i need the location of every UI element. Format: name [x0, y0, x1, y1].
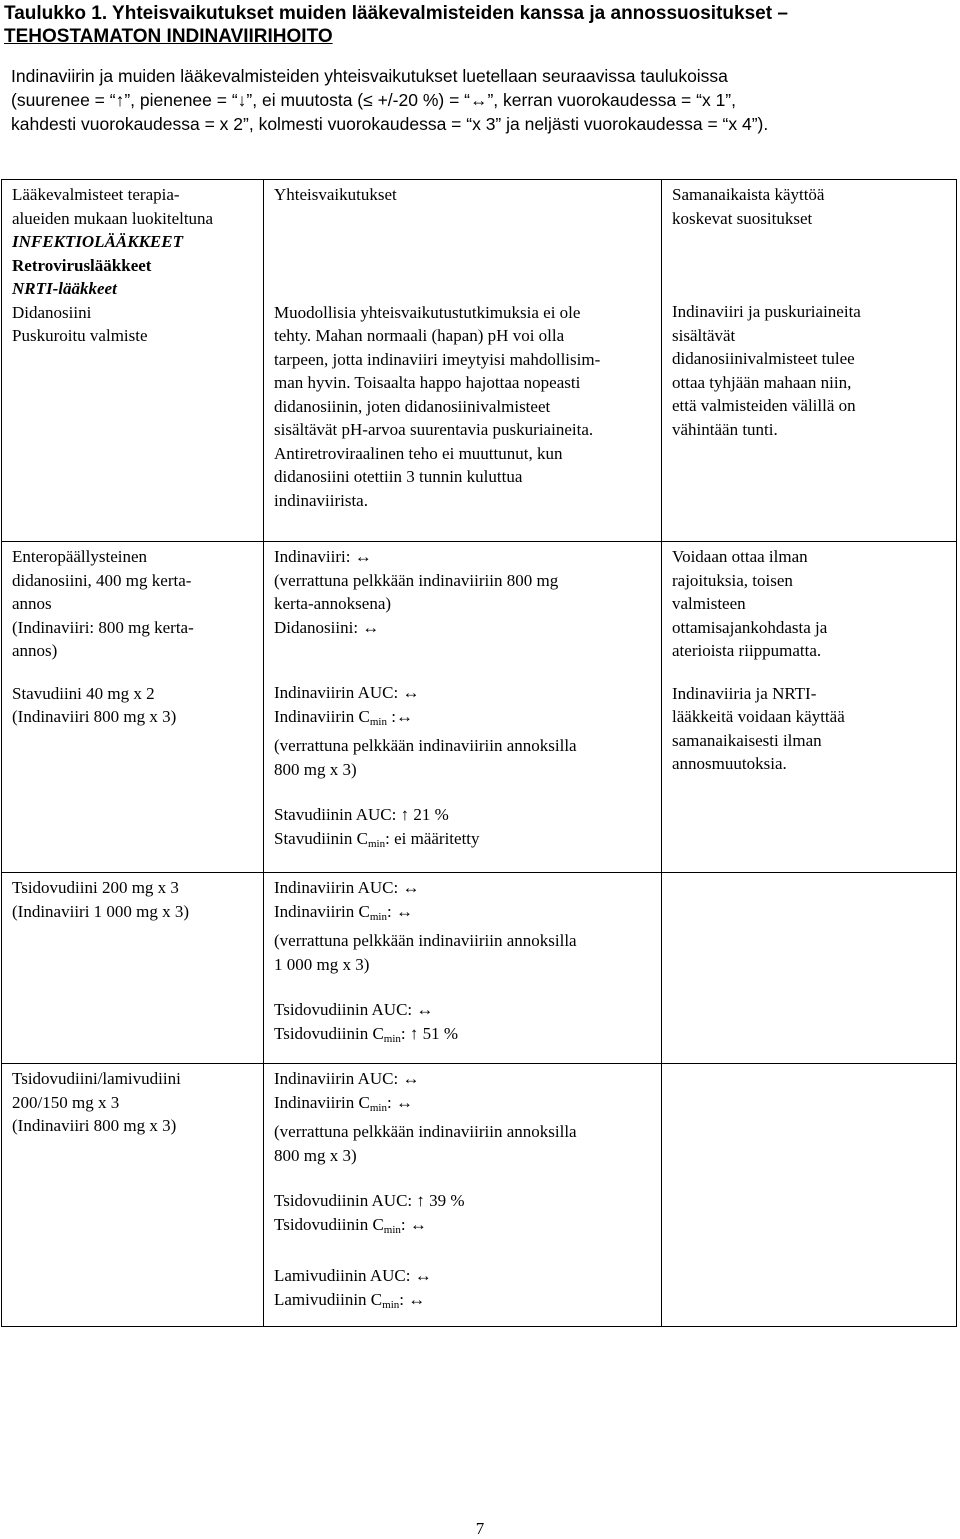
recommendation-line: rajoituksia, toisen [672, 570, 793, 590]
interaction-line: Tsidovudiinin AUC: ↔ [274, 1000, 434, 1019]
interaction-line: Muodollisia yhteisvaikutustutkimuksia ei ole [274, 302, 581, 322]
header-col1-line-1: Lääkevalmisteet terapia- [12, 185, 180, 204]
header-col2: Yhteisvaikutukset [274, 185, 397, 204]
interaction-line: (verrattuna pelkkään indinaviiriin 800 mg [274, 570, 559, 590]
interaction-line: (verrattuna pelkkään indinaviiriin annoksilla [274, 931, 577, 950]
interaction-line: Antiretroviraalinen teho ei muuttunut, kun [274, 443, 563, 463]
intro-line-3: kahdesti vuorokaudessa = x 2”, kolmesti vuorokaudessa = “x 3” ja neljästi vuorokaudessa = “x 4”). [11, 114, 769, 134]
drug-name: Didanosiini [12, 302, 92, 322]
spacer [274, 976, 654, 998]
interaction-line: Indinaviirin AUC: ↔ [274, 878, 420, 897]
interaction-line: kerta-annoksena) [274, 594, 392, 613]
interaction-cell [264, 542, 662, 873]
drug-name: Tsidovudiini 200 mg x 3 [12, 878, 179, 897]
header-col3-line-1: Samanaikaista käyttöä [672, 185, 825, 204]
interaction-line: (verrattuna pelkkään indinaviiriin annoksilla [274, 736, 577, 755]
drug-line: (Indinaviiri: 800 mg kerta- [12, 617, 194, 637]
recommendation-cell [662, 180, 957, 542]
table-title-line-2: TEHOSTAMATON INDINAVIIRIHOITO [4, 26, 333, 47]
drug-dose: (Indinaviiri 800 mg x 3) [12, 707, 177, 726]
recommendation-line: aterioista riippumatta. [672, 641, 822, 660]
drug-cell [2, 873, 264, 1064]
table-row [2, 542, 957, 873]
interaction-line: Tsidovudiinin AUC: ↑ 39 % [274, 1191, 465, 1210]
drug-name: Tsidovudiini/lamivudiini [12, 1069, 181, 1088]
interaction-line: 800 mg x 3) [274, 1145, 357, 1165]
spacer [672, 663, 949, 682]
drug-line: annos) [12, 641, 58, 660]
interaction-line: Didanosiini: ↔ [274, 617, 380, 637]
interaction-line: Tsidovudiinin $C_{min}$: ↔ [274, 1214, 427, 1236]
recommendation-cell [662, 1064, 957, 1327]
intro-paragraph [11, 64, 951, 136]
interaction-line: Lamivudiinin $C_{min}$: ↔ [274, 1289, 426, 1311]
recommendation-line: ottaa tyhjään mahaan niin, [672, 372, 852, 392]
spacer [12, 663, 256, 682]
header-col3-line-2: koskevat suositukset [672, 208, 813, 228]
interaction-cell [264, 180, 662, 542]
table-row [2, 1064, 957, 1327]
interaction-line: Lamivudiinin AUC: ↔ [274, 1266, 432, 1285]
recommendation-line: sisältävät [672, 325, 736, 345]
interaction-line: sisältävät pH-arvoa suurentavia puskuriaineita. [274, 420, 594, 439]
drug-line: Enteropäällysteinen [12, 547, 148, 566]
drug-dose: Puskuroitu valmiste [12, 326, 148, 345]
interaction-cell [264, 873, 662, 1064]
drug-cell [2, 180, 264, 542]
interaction-line: man hyvin. Toisaalta happo hajottaa nopeasti [274, 373, 581, 392]
recommendation-line: lääkkeitä voidaan käyttää [672, 707, 845, 726]
spacer [274, 639, 654, 681]
spacer [274, 781, 654, 803]
spacer [274, 1167, 654, 1189]
interaction-line: didanosiini otettiin 3 tunnin kuluttua [274, 467, 523, 486]
spacer [672, 230, 949, 300]
interaction-line: indinaviirista. [274, 490, 368, 510]
interaction-line: Tsidovudiinin $C_{min}$: ↑ 51 % [274, 1023, 459, 1045]
interaction-line: Stavudiinin $C_{min}$: ei määritetty [274, 828, 480, 850]
interaction-line: Stavudiinin AUC: ↑ 21 % [274, 805, 449, 824]
recommendation-line: samanaikaisesti ilman [672, 730, 822, 750]
table-title-line-1: Taulukko 1. Yhteisvaikutukset muiden lääkevalmisteiden kanssa ja annossuositukset – [4, 3, 788, 24]
interaction-line: Indinaviirin $C_{min}$: ↔ [274, 901, 413, 923]
recommendation-line: vähintään tunti. [672, 419, 778, 439]
interaction-line: 800 mg x 3) [274, 759, 357, 779]
intro-line-2: (suurenee = “↑”, pienenee = “↓”, ei muutosta (≤ +/-20 %) = “↔”, kerran vuorokaudessa = “x 1”, [11, 90, 736, 110]
recommendation-line: valmisteen [672, 594, 746, 613]
recommendation-line: Indinaviiri ja puskuriaineita [672, 302, 861, 321]
header-col1-line-2: alueiden mukaan luokiteltuna [12, 208, 214, 228]
recommendation-line: didanosiinivalmisteet tulee [672, 349, 855, 368]
table-row [2, 180, 957, 542]
drug-dose: (Indinaviiri 1 000 mg x 3) [12, 901, 190, 921]
interaction-line: 1 000 mg x 3) [274, 954, 370, 974]
interaction-table [1, 179, 957, 1327]
interaction-line: Indinaviiri: ↔ [274, 547, 372, 566]
drug-dose: 200/150 mg x 3 [12, 1092, 120, 1112]
spacer [274, 207, 654, 301]
drug-cell [2, 542, 264, 873]
category-infektio: INFEKTIOLÄÄKKEET [12, 232, 183, 251]
recommendation-cell [662, 542, 957, 873]
table-row [2, 873, 957, 1064]
category-nrti: NRTI-lääkkeet [12, 279, 117, 298]
interaction-line: tehty. Mahan normaali (hapan) pH voi olla [274, 326, 565, 345]
drug-cell [2, 1064, 264, 1327]
recommendation-line: annosmuutoksia. [672, 754, 787, 773]
spacer [274, 1242, 654, 1264]
interaction-line: didanosiinin, joten didanosiinivalmisteet [274, 396, 551, 416]
category-retro: Retroviruslääkkeet [12, 255, 152, 275]
interaction-line: Indinaviirin AUC: ↔ [274, 1069, 420, 1088]
recommendation-line: että valmisteiden välillä on [672, 396, 856, 415]
intro-line-1: Indinaviirin ja muiden lääkevalmisteiden yhteisvaikutukset luetellaan seuraavissa taulukoissa [11, 66, 728, 86]
recommendation-cell [662, 873, 957, 1064]
drug-name: Stavudiini 40 mg x 2 [12, 683, 155, 703]
drug-line: didanosiini, 400 mg kerta- [12, 570, 192, 590]
interaction-line: (verrattuna pelkkään indinaviiriin annoksilla [274, 1122, 577, 1141]
interaction-line: Indinaviirin $C_{min}$: ↔ [274, 1092, 413, 1114]
table-title [4, 2, 954, 48]
interaction-cell [264, 1064, 662, 1327]
recommendation-line: ottamisajankohdasta ja [672, 617, 828, 637]
recommendation-line: Indinaviiria ja NRTI- [672, 683, 817, 703]
page-number: 7 [475, 1519, 485, 1538]
interaction-line: tarpeen, jotta indinaviiri imeytyisi mahdollisim- [274, 349, 601, 369]
recommendation-line: Voidaan ottaa ilman [672, 547, 808, 566]
drug-dose: (Indinaviiri 800 mg x 3) [12, 1116, 177, 1135]
drug-line: annos [12, 594, 52, 613]
interaction-line: Indinaviirin $C_{min}$ :↔ [274, 706, 413, 728]
interaction-line: Indinaviirin AUC: ↔ [274, 683, 420, 702]
